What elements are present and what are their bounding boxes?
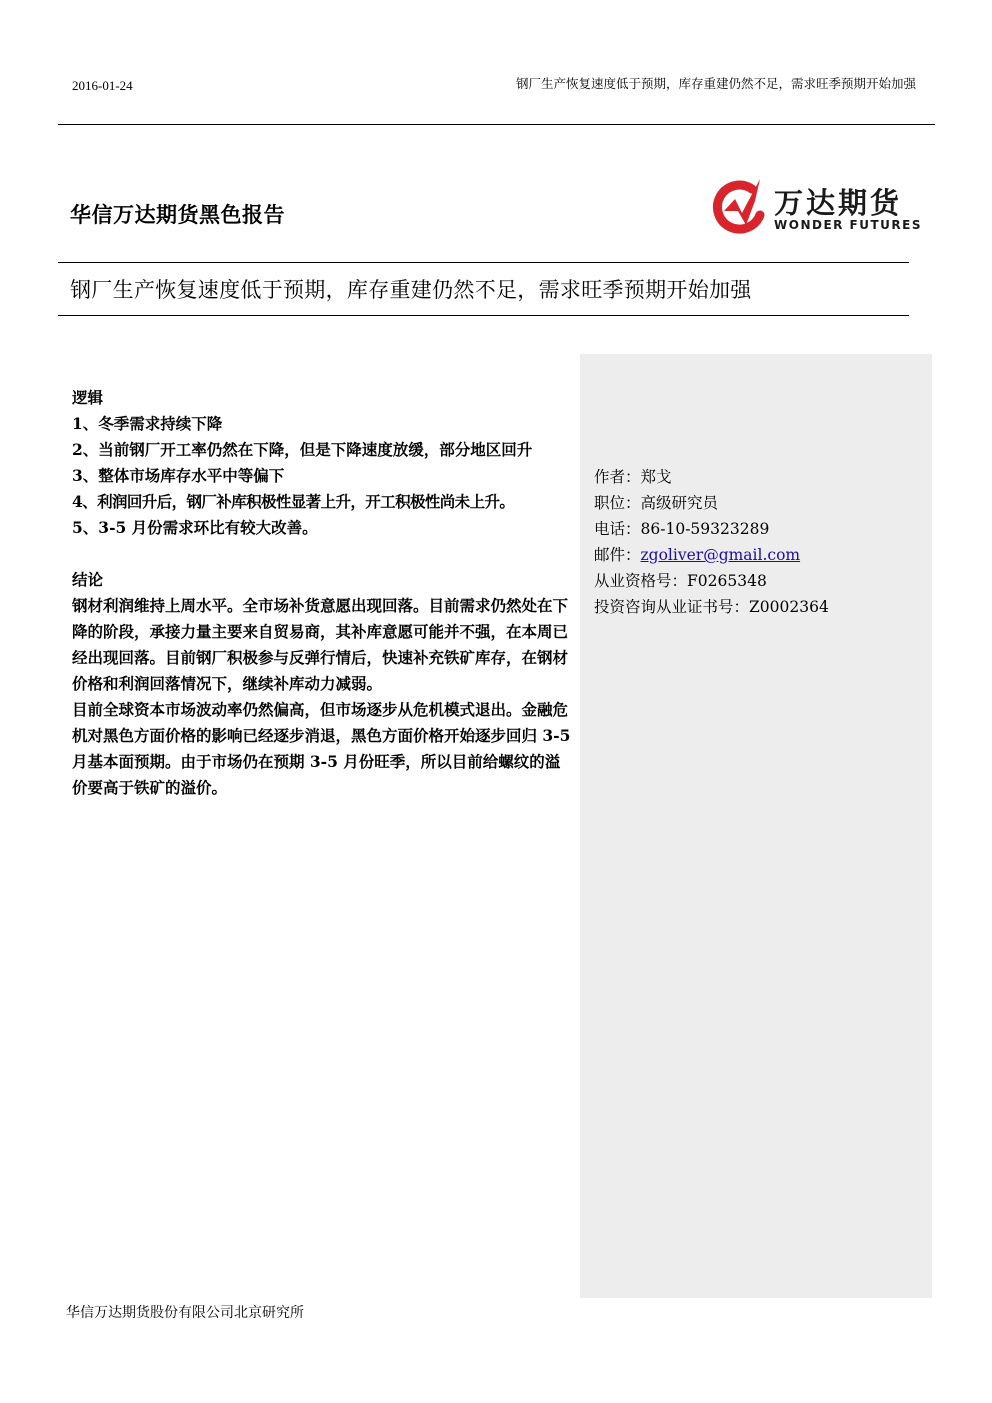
footer-company: 华信万达期货股份有限公司北京研究所 [66,1305,304,1321]
logo-chinese-text: 万达期货 [774,186,903,220]
author-name: 郑戈 [640,468,672,486]
author-email-row [594,542,829,568]
logic-item: 3、整体市场库存水平中等偏下 [72,466,285,485]
logic-item: 1、冬季需求持续下降 [72,414,223,433]
author-name-label: 作者： [594,468,641,486]
logic-item: 2、当前钢厂开工率仍然在下降，但是下降速度放缓，部分地区回升 [72,440,533,459]
author-phone: 86-10-59323289 [640,520,770,538]
author-phone-label: 电话： [594,520,641,538]
header-running-title: 钢厂生产恢复速度低于预期，库存重建仍然不足，需求旺季预期开始加强 [515,76,916,91]
wonder-futures-logo [708,175,923,237]
conclusion-paragraph: 目前全球资本市场波动率仍然偏高，但市场逐步从危机模式退出。金融危机对黑色方面价格的影响已经逐步消退，黑色方面价格开始逐步回归 3-5 月基本面预期。由于市场仍在预期 3-5 月份旺季，所以目前给螺纹的溢价要高于铁矿的溢价。 [72,700,571,797]
author-info [594,464,829,620]
title-rule-top [58,262,909,263]
main-content [72,385,572,801]
logic-item: 5、3-5 月份需求环比有较大改善。 [72,518,318,537]
header-date: 2016-01-24 [72,78,133,93]
author-advisory-row [594,594,829,620]
title-rule-bottom [58,315,909,316]
report-subtitle: 钢厂生产恢复速度低于预期，库存重建仍然不足，需求旺季预期开始加强 [70,278,752,302]
author-email-link[interactable]: zgoliver@gmail.com [640,546,801,564]
author-license-label: 从业资格号： [594,572,688,590]
logic-heading: 逻辑 [72,388,104,407]
header-rule [58,124,935,125]
logo-english-text: WONDER FUTURES [774,218,923,232]
logic-item: 4、利润回升后，钢厂补库积极性显著上升，开工积极性尚未上升。 [72,492,515,511]
author-position-label: 职位： [594,494,641,512]
author-position: 高级研究员 [640,494,719,512]
author-license: F0265348 [687,572,767,590]
author-email-label: 邮件： [594,546,641,564]
logo-mark-icon [708,175,770,237]
author-position-row [594,490,829,516]
author-license-row [594,568,829,594]
author-advisory-label: 投资咨询从业证书号： [594,598,750,616]
author-name-row [594,464,829,490]
author-advisory: Z0002364 [749,598,829,616]
report-series-title: 华信万达期货黑色报告 [70,203,285,227]
conclusion-heading: 结论 [72,570,104,589]
conclusion-paragraph: 钢材利润维持上周水平。全市场补货意愿出现回落。目前需求仍然处在下降的阶段，承接力量主要来自贸易商，其补库意愿可能并不强，在本周已经出现回落。目前钢厂积极参与反弹行情后，快速补充铁矿库存，在钢材价格和利润回落情况下，继续补库动力减弱。 [72,596,569,693]
author-phone-row [594,516,829,542]
